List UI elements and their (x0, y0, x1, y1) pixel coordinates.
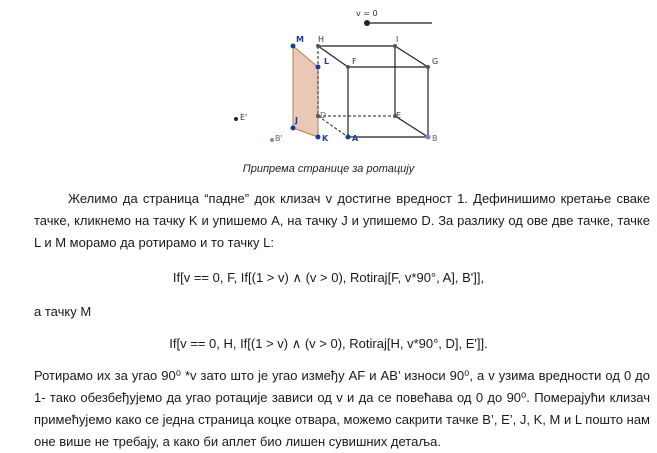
label-b-prime: B' (275, 134, 283, 143)
label-l: L (324, 57, 330, 66)
cube-diagram (0, 0, 657, 175)
point-e-prime[interactable] (234, 117, 238, 121)
point-g[interactable] (426, 65, 430, 69)
label-g: G (432, 57, 439, 66)
label-e: E (396, 111, 402, 120)
formula-point-l: If[v == 0, F, If[(1 > v) ∧ (v > 0), Rotiraj[F, v*90°, A], B']], (172, 270, 485, 285)
slider-handle[interactable] (364, 20, 370, 26)
point-f[interactable] (346, 65, 350, 69)
point-k[interactable] (316, 135, 321, 140)
point-h[interactable] (316, 44, 320, 48)
point-j[interactable] (291, 126, 296, 131)
label-b: B (432, 134, 438, 143)
point-m[interactable] (291, 44, 296, 49)
label-f: F (352, 57, 357, 66)
paragraph-intro: Желимо да страница “падне” док клизач v достигне вредност 1. Дефинишимо кретање сваке тачке, кликнемо на тачку K и упишемо A, на тачку J и упишемо D. За разлику од ове две тачке, тачке L и M морамо да ротирамо и то тачку L: (34, 191, 650, 250)
figure-caption: Припрема странице за ротацију (242, 163, 415, 175)
label-a: A (352, 134, 359, 143)
label-d: D (320, 111, 327, 120)
edge-hf (318, 46, 348, 67)
label-k: K (322, 134, 329, 143)
point-l[interactable] (316, 65, 321, 70)
slider-label: v = 0 (356, 9, 378, 18)
label-j: J (295, 116, 298, 125)
paragraph-point-m: а тачку M (34, 304, 92, 319)
edge-ig (395, 46, 428, 67)
label-h: H (318, 35, 325, 44)
point-b[interactable] (426, 135, 431, 140)
point-i[interactable] (393, 44, 397, 48)
label-m: M (296, 35, 304, 44)
label-i: I (396, 35, 399, 44)
label-e-prime: E' (240, 113, 248, 122)
point-a[interactable] (346, 135, 351, 140)
point-b-prime[interactable] (270, 138, 274, 142)
paragraph-rotation: Ротирамо их за угао 90⁰ *v зато што је угао између AF и AB’ износи 90⁰, а v узима вредности од 0 до 1- тако обезбеђујемо да угао ротације зависи од v и да се повећава од 0 до 90⁰. Померајући клизач примећујемо како се једна страница коцке отвара, можемо сакрити тачке B’, E’, J, K, M и L пошто нам оне више не требају, а како би аплет био лишен сувишних детаља. (34, 368, 650, 449)
formula-point-m: If[v == 0, H, If[(1 > v) ∧ (v > 0), Rotiraj[H, v*90°, D], E']]. (169, 336, 488, 351)
cube-figure (0, 0, 657, 175)
